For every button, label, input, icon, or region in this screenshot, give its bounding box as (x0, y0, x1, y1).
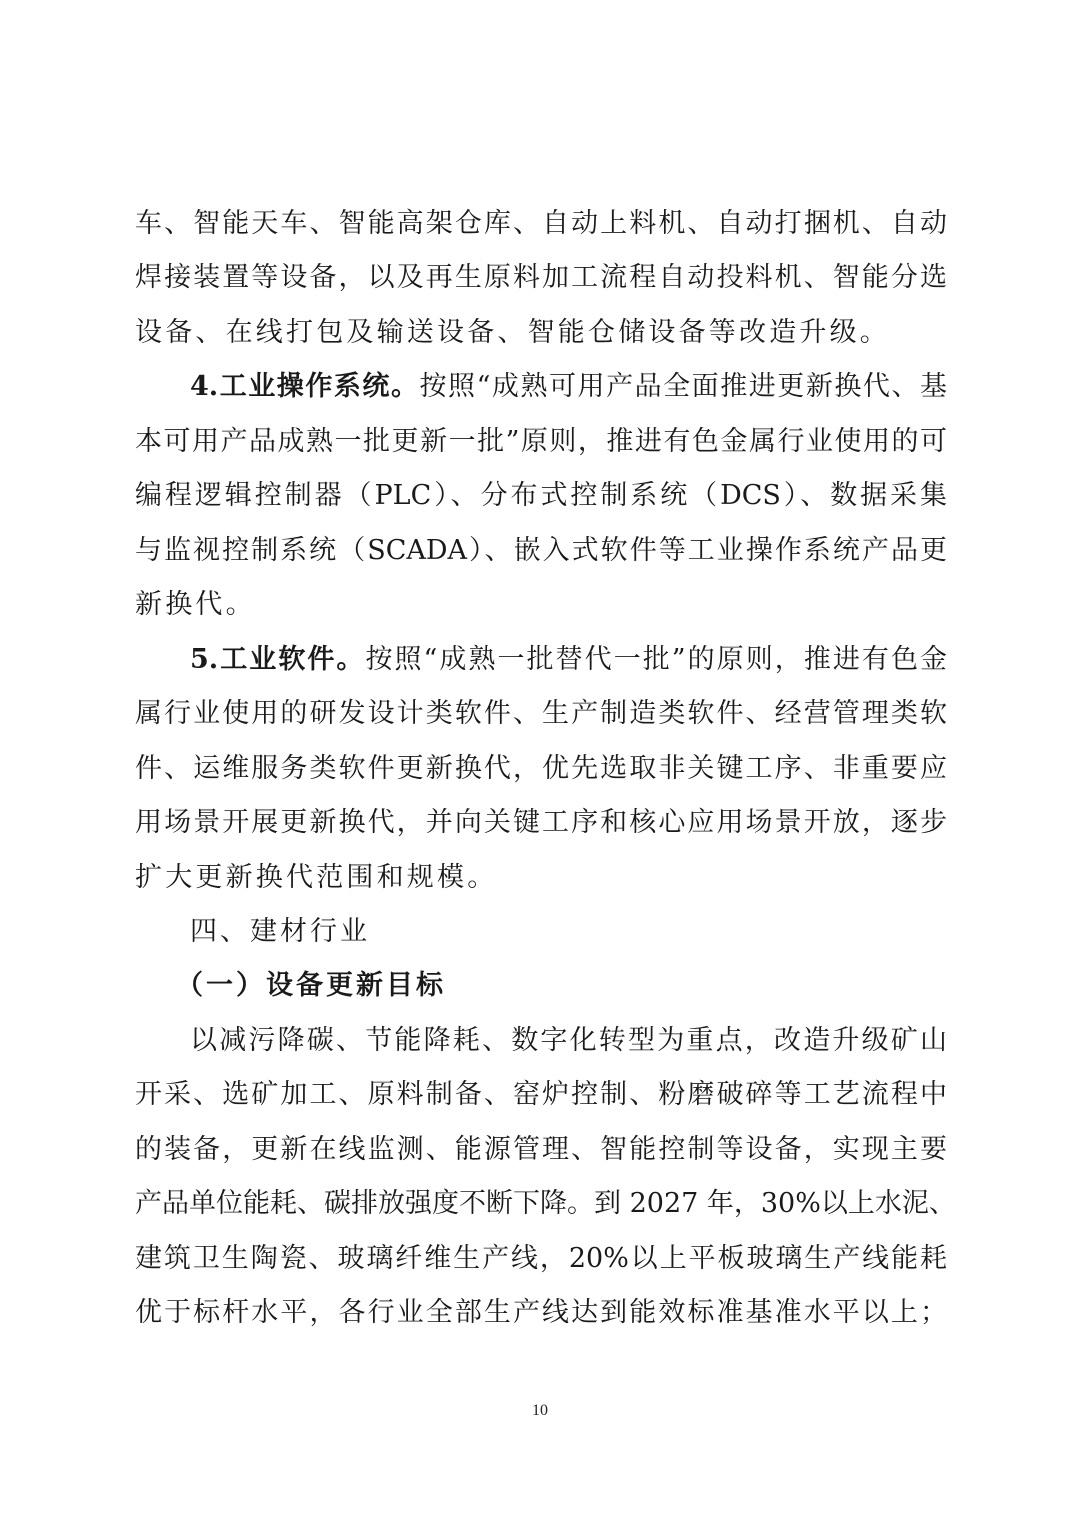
section-5-title: 5.工业软件。 (190, 644, 366, 675)
paragraph-line: 设备、在线打包及输送设备、智能仓储设备等改造升级。 (135, 317, 890, 348)
paragraph-line: 件、运维服务类软件更新换代，优先选取非关键工序、非重要应 (135, 753, 947, 784)
paragraph-line: 本可用产品成熟一批更新一批”原则，推进有色金属行业使用的可 (135, 426, 947, 457)
paragraph-line: 建筑卫生陶瓷、玻璃纤维生产线，20%以上平板玻璃生产线能耗 (135, 1243, 947, 1274)
section-4-text: 按照“成熟可用产品全面推进更新换代、基 (419, 371, 947, 402)
paragraph-line: 以减污降碳、节能降耗、数字化转型为重点，改造升级矿山 (190, 1025, 947, 1056)
section-5-text: 按照“成熟一批替代一批”的原则，推进有色金 (365, 644, 947, 675)
paragraph-line: 扩大更新换代范围和规模。 (135, 862, 498, 893)
page-number: 10 (532, 1402, 548, 1419)
paragraph-line: 产品单位能耗、碳排放强度不断下降。到 2027 年，30%以上水泥、 (135, 1188, 956, 1219)
paragraph-line: 开采、选矿加工、原料制备、窑炉控制、粉磨破碎等工艺流程中 (135, 1079, 947, 1110)
paragraph-line: 优于标杆水平，各行业全部生产线达到能效标准基准水平以上； (135, 1297, 947, 1328)
paragraph-line: 焊接装置等设备，以及再生原料加工流程自动投料机、智能分选 (135, 262, 947, 293)
paragraph-line: 的装备，更新在线监测、能源管理、智能控制等设备，实现主要 (135, 1134, 947, 1165)
section-4-first-line (190, 363, 947, 411)
paragraph-line: 编程逻辑控制器（PLC）、分布式控制系统（DCS）、数据采集 (135, 480, 947, 511)
paragraph-line: 属行业使用的研发设计类软件、生产制造类软件、经营管理类软 (135, 698, 947, 729)
section-4-title: 4.工业操作系统。 (190, 371, 420, 402)
paragraph-line: 用场景开展更新换代，并向关键工序和核心应用场景开放，逐步 (135, 807, 947, 838)
paragraph-line: 新换代。 (135, 589, 256, 620)
paragraph-line: 与监视控制系统（SCADA）、嵌入式软件等工业操作系统产品更 (135, 535, 947, 566)
chapter-heading: 四、建材行业 (190, 916, 370, 947)
section-5-first-line (190, 636, 947, 684)
subsection-heading: （一）设备更新目标 (176, 970, 446, 1001)
paragraph-line: 车、智能天车、智能高架仓库、自动上料机、自动打捆机、自动 (135, 208, 947, 239)
